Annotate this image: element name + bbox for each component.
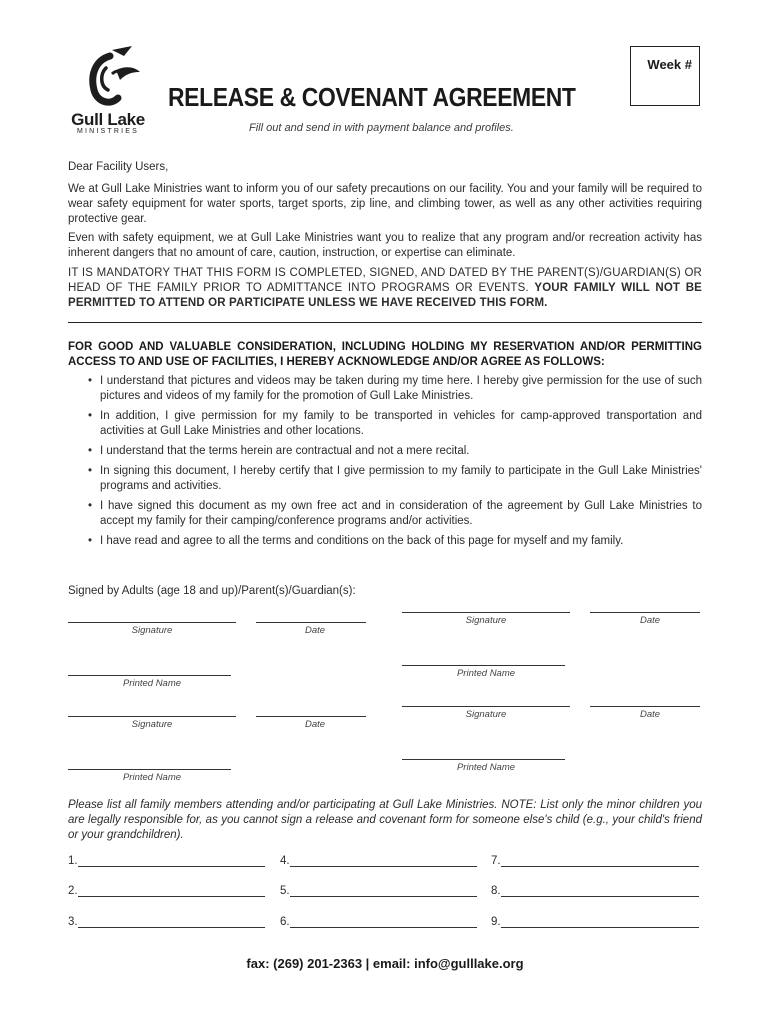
printed-name-label: Printed Name bbox=[122, 678, 182, 689]
date-line-right-2[interactable] bbox=[590, 706, 700, 707]
signature-line-left-1[interactable] bbox=[68, 622, 236, 623]
date-label: Date bbox=[304, 625, 326, 636]
signature-label: Signature bbox=[465, 615, 507, 626]
greeting: Dear Facility Users, bbox=[68, 161, 169, 173]
week-number-field[interactable] bbox=[630, 46, 700, 106]
family-member-field-5[interactable] bbox=[290, 896, 477, 897]
family-member-field-6[interactable] bbox=[290, 927, 477, 928]
family-member-field-8[interactable] bbox=[501, 896, 699, 897]
family-number: 6. bbox=[280, 916, 290, 928]
section-divider bbox=[68, 322, 702, 323]
printed-name-line-left-2[interactable] bbox=[68, 769, 231, 770]
list-item: • I understand that the terms herein are contractual and not a mere recital. bbox=[88, 445, 470, 457]
contact-footer: fax: (269) 201-2363 | email: info@gulllake.org bbox=[246, 956, 524, 971]
signature-line-right-1[interactable] bbox=[402, 612, 570, 613]
intro-paragraph-2: Even with safety equipment, we at Gull Lake Ministries want you to realize that any program and/or recreation activity has inherent dangers that no amount of care, caution, instruction, or expertise can eliminate. bbox=[68, 232, 702, 259]
signature-line-left-2[interactable] bbox=[68, 716, 236, 717]
mandatory-notice-bold: YOUR FAMILY WILL NOT BE PERMITTED TO ATTEND OR PARTICIPATE UNLESS WE HAVE RECEIVED THIS FORM. bbox=[68, 282, 702, 309]
logo-name: Gull Lake bbox=[71, 110, 145, 129]
date-label: Date bbox=[304, 719, 326, 730]
family-member-field-9[interactable] bbox=[501, 927, 699, 928]
printed-name-label: Printed Name bbox=[122, 772, 182, 783]
printed-name-label: Printed Name bbox=[456, 668, 516, 679]
date-line-left-1[interactable] bbox=[256, 622, 366, 623]
family-number: 9. bbox=[491, 916, 501, 928]
intro-paragraph-1: We at Gull Lake Ministries want to inform you of our safety precautions on our facility. You and your family will be required to wear safety equipment for water sports, target sports, zip line, and climbing tower, as well as any other activities requiring protective gear. bbox=[68, 183, 702, 225]
page-title: RELEASE & COVENANT AGREEMENT bbox=[168, 82, 576, 112]
list-item: • I understand that pictures and videos may be taken during my time here. I hereby give permission for the use of such pictures and videos of my family for the promotion of Gull Lake Ministries. bbox=[88, 375, 702, 402]
list-item: • In addition, I give permission for my family to be transported in vehicles for camp-approved transportation and activities at Gull Lake Ministries and other locations. bbox=[88, 410, 702, 437]
printed-name-line-right-2[interactable] bbox=[402, 759, 565, 760]
printed-name-label: Printed Name bbox=[456, 762, 516, 773]
printed-name-line-right-1[interactable] bbox=[402, 665, 565, 666]
week-label: Week # bbox=[647, 57, 692, 72]
family-member-field-4[interactable] bbox=[290, 866, 477, 867]
family-number: 2. bbox=[68, 885, 78, 897]
family-number: 4. bbox=[280, 855, 290, 867]
page-subtitle: Fill out and send in with payment balance and profiles. bbox=[249, 122, 514, 134]
list-item: • In signing this document, I hereby certify that I give permission to my family to participate in the Gull Lake Ministries' programs and activities. bbox=[88, 465, 702, 492]
signature-label: Signature bbox=[131, 719, 173, 730]
mandatory-notice bbox=[68, 266, 702, 311]
family-number: 8. bbox=[491, 885, 501, 897]
date-label: Date bbox=[639, 709, 661, 720]
list-item: • I have signed this document as my own free act and in consideration of the agreement by Gull Lake Ministries to accept my family for their camping/conference programs and/or activities. bbox=[88, 500, 702, 527]
list-item: • I have read and agree to all the terms and conditions on the back of this page for myself and my family. bbox=[88, 535, 624, 547]
date-line-left-2[interactable] bbox=[256, 716, 366, 717]
signature-label: Signature bbox=[465, 709, 507, 720]
family-member-field-1[interactable] bbox=[78, 866, 265, 867]
family-instructions: Please list all family members attending and/or participating at Gull Lake Ministries. NOTE: List only the minor children you are legally responsible for, as you cannot sign a release and covenant form for someone else's child (e.g., your child's friend or your grandchildren). bbox=[68, 799, 702, 841]
family-number: 7. bbox=[491, 855, 501, 867]
mandatory-notice-text: IT IS MANDATORY THAT THIS FORM IS COMPLETED, SIGNED, AND DATED BY THE PARENT(S)/GUARDIAN(S) OR HEAD OF THE FAMILY PRIOR TO ADMITTANCE INTO PROGRAMS OR EVENTS. bbox=[68, 267, 702, 294]
signature-line-right-2[interactable] bbox=[402, 706, 570, 707]
date-label: Date bbox=[639, 615, 661, 626]
family-member-field-7[interactable] bbox=[501, 866, 699, 867]
logo-subtitle: MINISTRIES bbox=[76, 128, 140, 135]
consideration-statement: FOR GOOD AND VALUABLE CONSIDERATION, INCLUDING HOLDING MY RESERVATION AND/OR PERMITTING ACCESS TO AND USE OF FACILITIES, I HEREBY ACKNOWLEDGE AND/OR AGREE AS FOLLOWS: bbox=[68, 341, 702, 368]
family-number: 5. bbox=[280, 885, 290, 897]
acknowledgement-list bbox=[88, 374, 702, 554]
family-number: 3. bbox=[68, 916, 78, 928]
family-member-field-2[interactable] bbox=[78, 896, 265, 897]
date-line-right-1[interactable] bbox=[590, 612, 700, 613]
family-member-field-3[interactable] bbox=[78, 927, 265, 928]
printed-name-line-left-1[interactable] bbox=[68, 675, 231, 676]
signature-label: Signature bbox=[131, 625, 173, 636]
signature-heading: Signed by Adults (age 18 and up)/Parent(s)/Guardian(s): bbox=[68, 585, 356, 597]
family-number: 1. bbox=[68, 855, 78, 867]
